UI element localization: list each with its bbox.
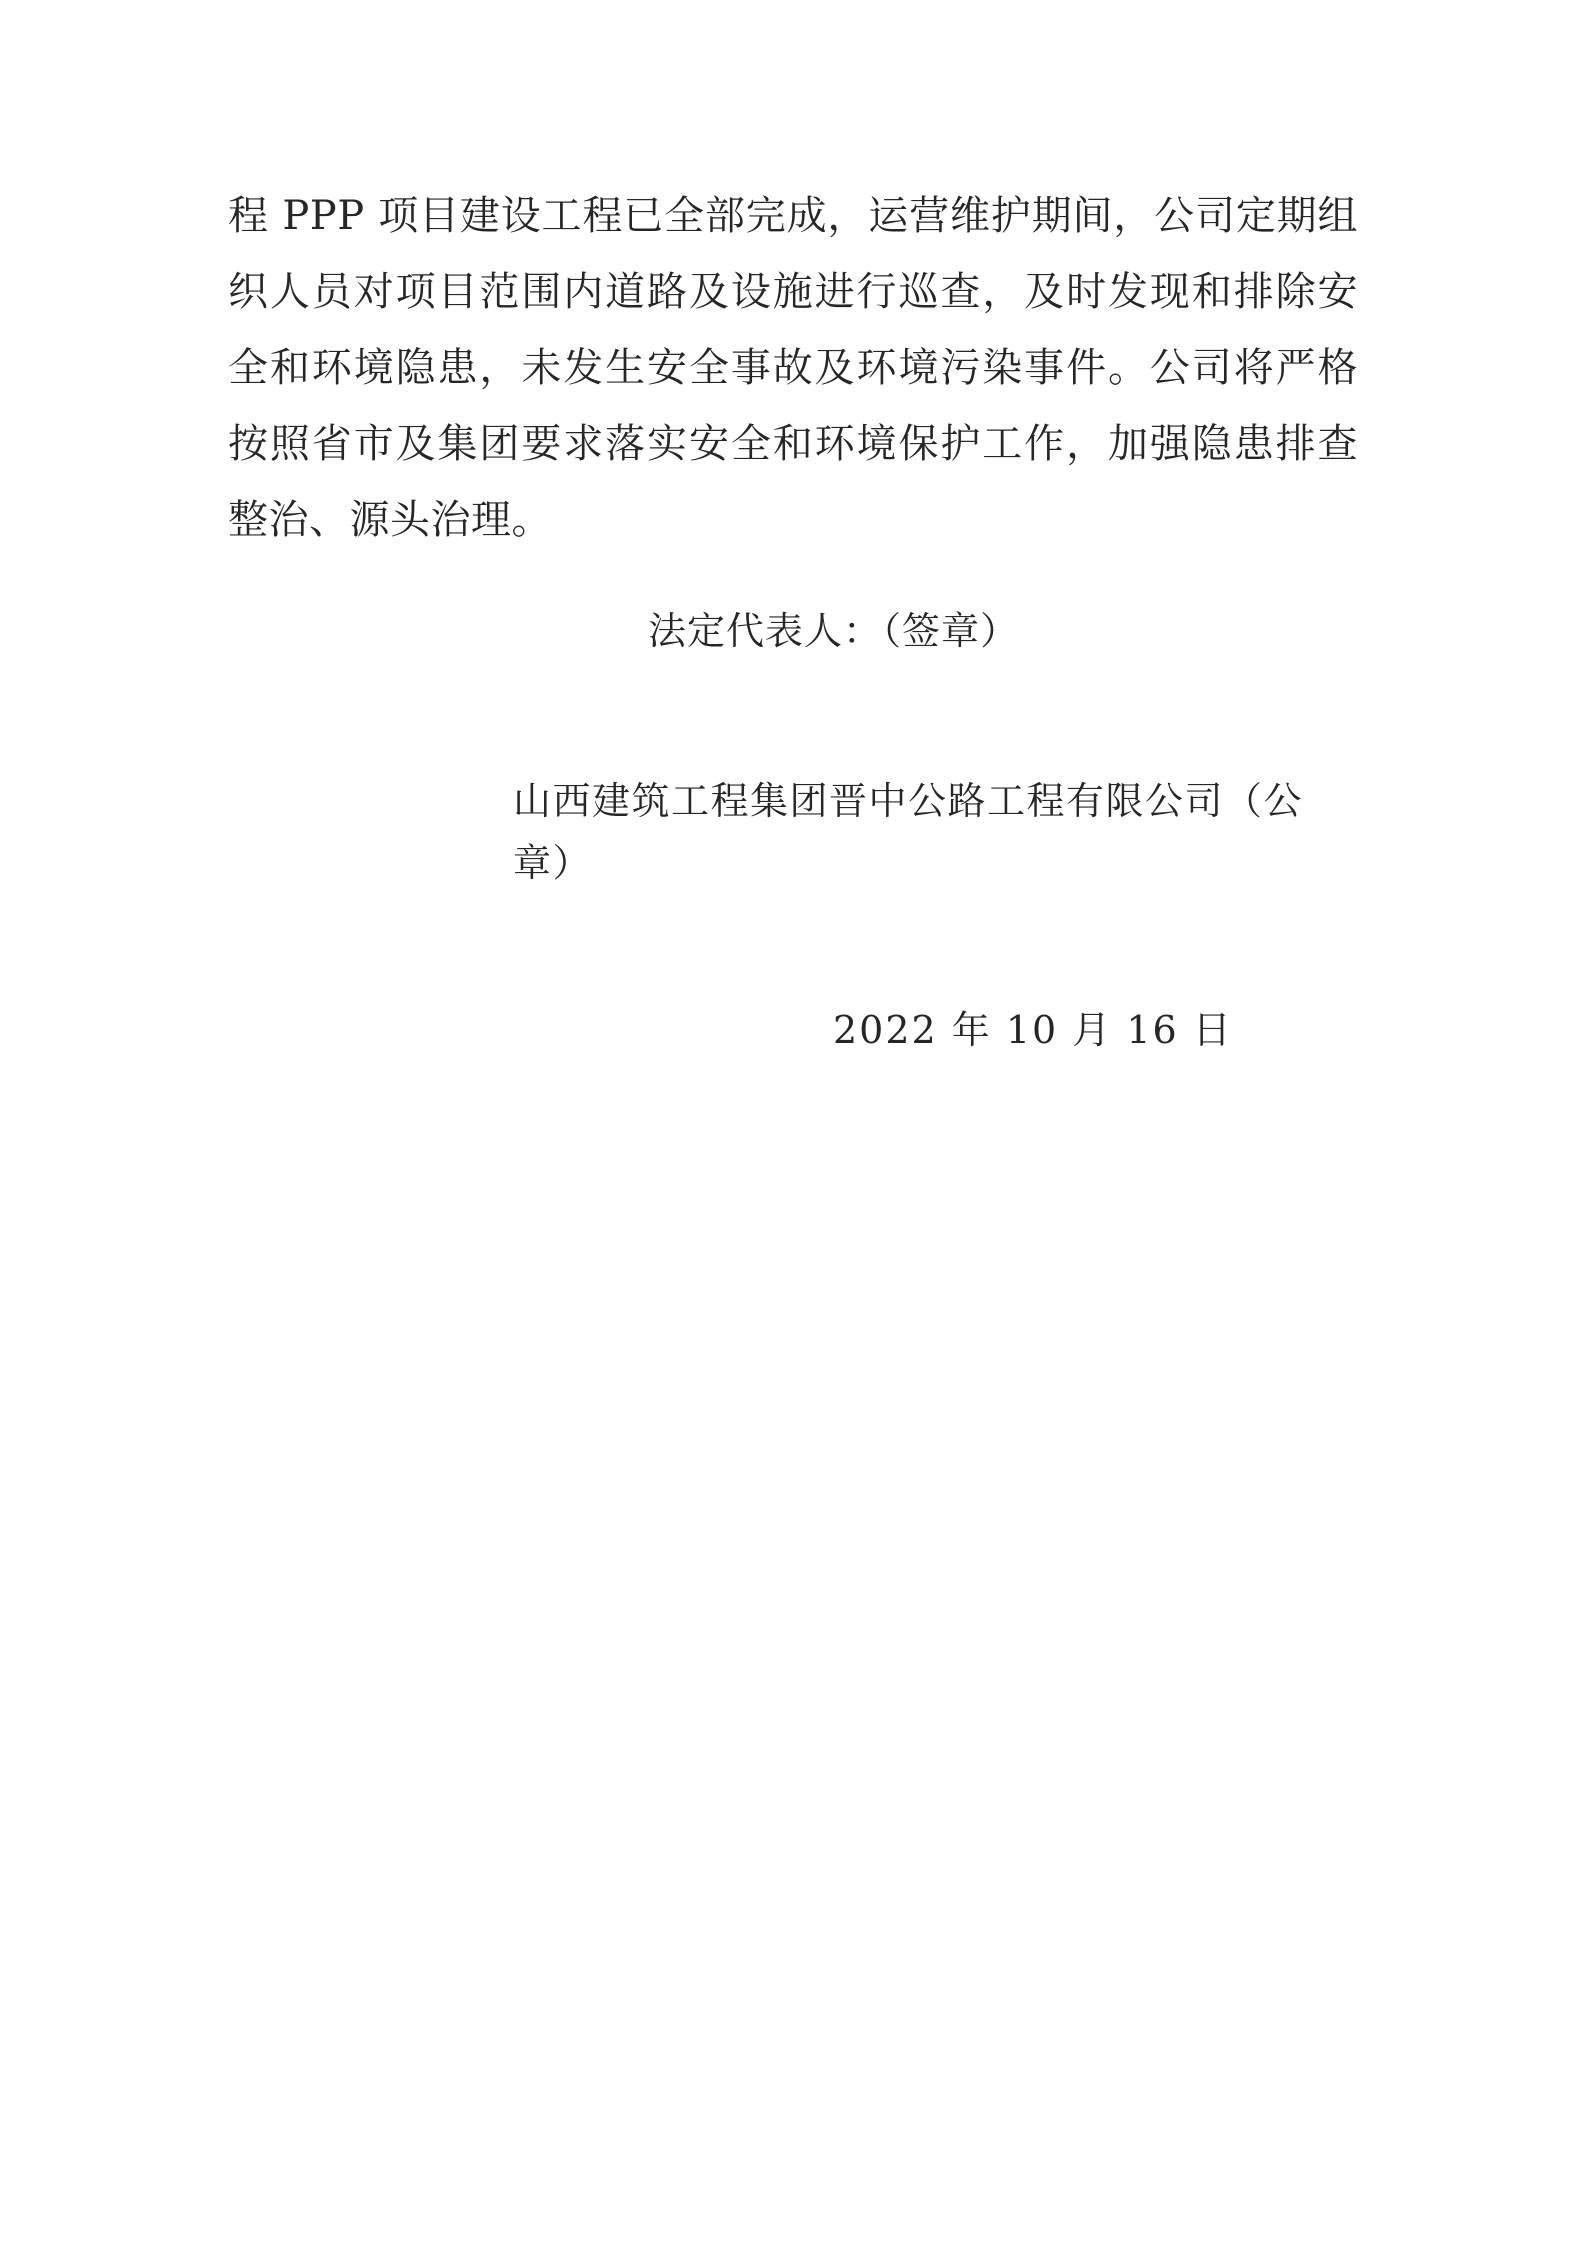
document-body (228, 178, 1358, 558)
company-name-line: 山西建筑工程集团晋中公路工程有限公司（公章） (513, 779, 1304, 885)
signature-block (228, 600, 1358, 1061)
legal-representative-line: 法定代表人：（签章） (648, 609, 1020, 653)
body-paragraph: 程 PPP 项目建设工程已全部完成，运营维护期间，公司定期组织人员对项目范围内道路及设施进行巡查，及时发现和排除安全和环境隐患，未发生安全事故及环境污染事件。公司将严格按照省市及集团要求落实安全和环境保护工作，加强隐患排查整治、源头治理。 (228, 193, 1358, 543)
date-line: 2022 年 10 月 16 日 (833, 1008, 1233, 1052)
